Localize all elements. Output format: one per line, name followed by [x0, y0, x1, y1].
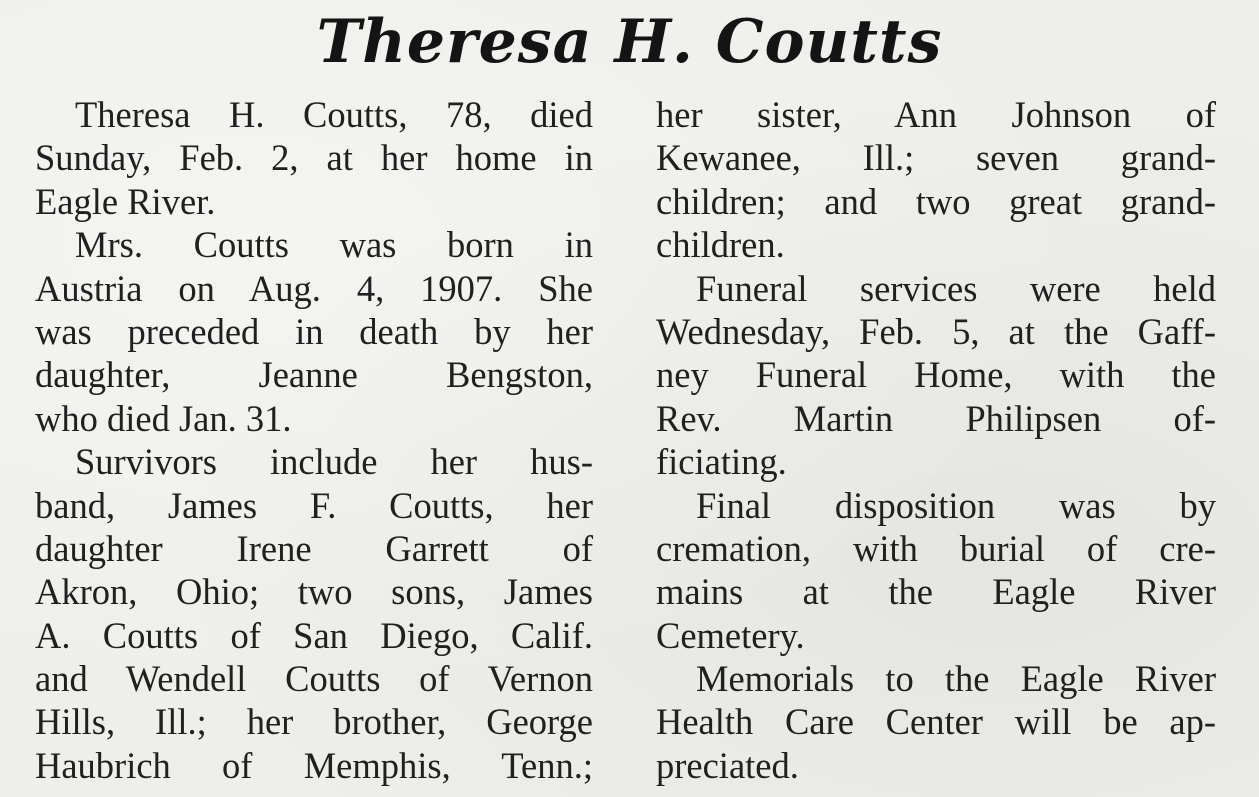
- text-line: cremation, with burial of cre-: [656, 527, 1216, 569]
- text-line: children.: [656, 224, 785, 266]
- article-title: Theresa H. Coutts: [316, 7, 943, 77]
- text-line: band, James F. Coutts, her: [35, 484, 593, 526]
- text-line: Kewanee, Ill.; seven grand-: [656, 137, 1216, 179]
- text-line: Survivors include her hus-: [75, 441, 593, 483]
- text-line: Mrs. Coutts was born in: [75, 224, 593, 266]
- text-line: Akron, Ohio; two sons, James: [35, 571, 593, 613]
- text-line: ney Funeral Home, with the: [656, 354, 1216, 396]
- text-line: Haubrich of Memphis, Tenn.;: [35, 744, 593, 786]
- text-line: preciated.: [656, 744, 799, 786]
- text-line: and Wendell Coutts of Vernon: [35, 658, 593, 700]
- text-line: ficiating.: [656, 441, 787, 483]
- text-line: Rev. Martin Philipsen of-: [656, 397, 1216, 439]
- text-line: daughter, Jeanne Bengston,: [35, 354, 593, 396]
- text-line: Wednesday, Feb. 5, at the Gaff-: [656, 310, 1216, 352]
- text-line: who died Jan. 31.: [35, 397, 292, 439]
- text-line: Eagle River.: [35, 180, 216, 222]
- text-line: was preceded in death by her: [35, 310, 593, 352]
- text-line: Theresa H. Coutts, 78, died: [75, 94, 593, 135]
- article-column-right: [656, 93, 1216, 787]
- text-line: Funeral services were held: [696, 267, 1216, 309]
- text-line: Final disposition was by: [696, 484, 1216, 526]
- article-column-left: [35, 93, 593, 787]
- text-line: Health Care Center will be ap-: [656, 701, 1216, 743]
- text-line: Sunday, Feb. 2, at her home in: [35, 137, 593, 179]
- text-line: daughter Irene Garrett of: [35, 527, 593, 569]
- text-line: her sister, Ann Johnson of: [656, 94, 1216, 135]
- text-line: Austria on Aug. 4, 1907. She: [35, 267, 593, 309]
- text-line: Cemetery.: [656, 614, 805, 656]
- text-line: Memorials to the Eagle River: [696, 658, 1216, 700]
- text-line: children; and two great grand-: [656, 180, 1216, 222]
- text-line: Hills, Ill.; her brother, George: [35, 701, 593, 743]
- text-line: mains at the Eagle River: [656, 571, 1216, 613]
- text-line: A. Coutts of San Diego, Calif.: [35, 614, 593, 656]
